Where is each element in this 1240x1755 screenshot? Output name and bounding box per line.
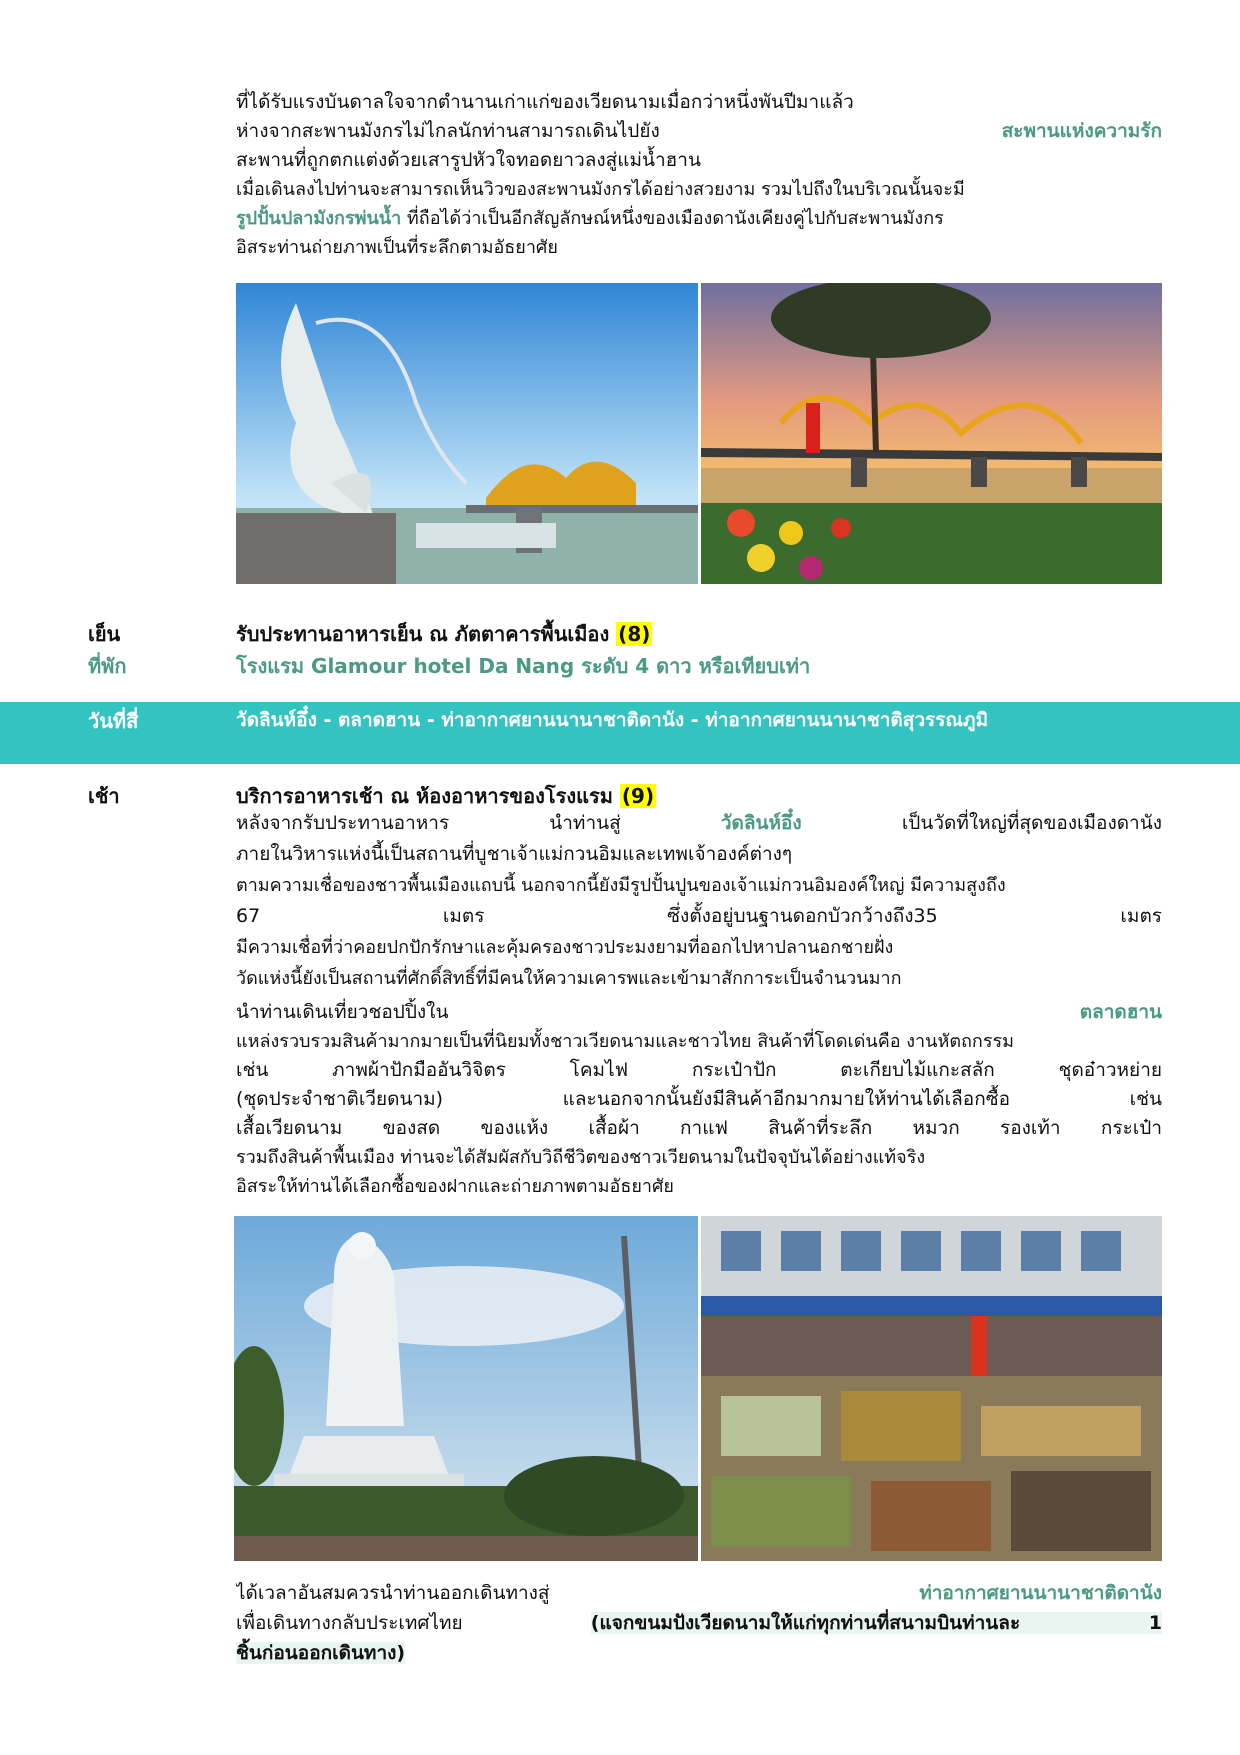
dragon-bridge-sunset-photo bbox=[701, 283, 1162, 584]
intro-paragraph bbox=[236, 88, 1162, 262]
hotel-text: โรงแรม Glamour hotel Da Nang ระดับ 4 ดาว หรือเทียบเท่า bbox=[236, 654, 811, 678]
departure-line-1 bbox=[236, 1578, 1162, 1608]
intro-line-4: เมื่อเดินลงไปท่านจะสามารถเห็นวิวของสะพานมังกรได้อย่างสวยงาม รวมไปถึงในบริเวณนั้นจะมี bbox=[236, 179, 965, 200]
intro-line-2 bbox=[236, 117, 1162, 146]
lady-buddha-statue-photo bbox=[234, 1216, 698, 1561]
departure-line-2-pre: เพื่อเดินทางกลับประเทศไทย bbox=[236, 1612, 463, 1634]
market-line-1-pre: นำท่านเดินเที่ยวชอปปิ้งใน bbox=[236, 1001, 449, 1023]
market-line-2: แหล่งรวบรวมสินค้ามากมายเป็นที่นิยมทั้งชาวเวียดนามและชาวไทย สินค้าที่โดดเด่นคือ งานหัตถกรรม bbox=[236, 1031, 1015, 1052]
meal-number-badge: (8) bbox=[618, 622, 651, 646]
intro-line-5-text: ที่ถือได้ว่าเป็นอีกสัญลักษณ์หนึ่งของเมืองดานังเคียงคู่ไปกับสะพานมังกร bbox=[401, 208, 944, 229]
market-line-7: อิสระให้ท่านได้เลือกซื้อของฝากและถ่ายภาพตามอัธยาศัย bbox=[236, 1176, 674, 1197]
day-title: วัดลินห์อึ๋ง - ตลาดฮาน - ท่าอากาศยานนานาชาติดานัง - ท่าอากาศยานนานาชาติสุวรรณภูมิ bbox=[236, 709, 989, 731]
market-paragraph bbox=[236, 998, 1162, 1201]
intro-line-6: อิสระท่านถ่ายภาพเป็นที่ระลึกตามอัธยาศัย bbox=[236, 237, 558, 258]
temple-line-3: ตามความเชื่อของชาวพื้นเมืองแถบนี้ นอกจากนี้ยังมีรูปปั้นปูนของเจ้าแม่กวนอิมองค์ใหญ่ มีความสูงถึง bbox=[236, 875, 1006, 896]
temple-line-1-post: เป็นวัดที่ใหญ่ที่สุดของเมืองดานัง bbox=[901, 812, 1162, 834]
departure-line-1-pre: ได้เวลาอันสมควรนำท่านออกเดินทางสู่ bbox=[236, 1582, 550, 1604]
dinner-description: รับประทานอาหารเย็น ณ ภัตตาคารพื้นเมือง bbox=[236, 622, 610, 646]
hotel-label: ที่พัก bbox=[88, 654, 127, 678]
meal-number-badge-2: (9) bbox=[621, 784, 655, 808]
linh-ung-highlight: วัดลินห์อึ๋ง bbox=[720, 812, 802, 834]
temple-line-6: วัดแห่งนี้ยังเป็นสถานที่ศักดิ์สิทธิ์ที่มีคนให้ความเคารพและเข้ามาสักการะเป็นจำนวนมาก bbox=[236, 968, 902, 989]
bread-gift-note-end: ชิ้นก่อนออกเดินทาง) bbox=[236, 1642, 406, 1664]
carp-dragon-highlight: รูปปั้นปลามังกรพ่นน้ำ bbox=[236, 208, 402, 229]
carp-dragon-statue-photo bbox=[236, 283, 698, 584]
market-line-4: (ชุดประจำชาติเวียดนาม) และนอกจากนั้นยังมีสินค้าอีกมากมายให้ท่านได้เลือกซื้อ เช่น bbox=[236, 1088, 1162, 1110]
market-line-1 bbox=[236, 998, 1162, 1027]
danang-airport-highlight: ท่าอากาศยานนานาชาติดานัง bbox=[919, 1582, 1162, 1604]
temple-line-5: มีความเชื่อที่ว่าคอยปกปักรักษาและคุ้มครองชาวประมงยามที่ออกไปหาปลานอกชายฝั่ง bbox=[236, 937, 894, 958]
bread-gift-note: (แจกขนมปังเวียดนามให้แก่ทุกท่านที่สนามบินท่านละ 1 bbox=[590, 1612, 1162, 1634]
temple-line-2: ภายในวิหารแห่งนี้เป็นสถานที่บูชาเจ้าแม่กวนอิมและเทพเจ้าองค์ต่างๆ bbox=[236, 843, 793, 865]
market-line-6: รวมถึงสินค้าพื้นเมือง ท่านจะได้สัมผัสกับวิถีชีวิตของชาวเวียดนามในปัจจุบันได้อย่างแท้จริง bbox=[236, 1147, 926, 1168]
day-label: วันที่สี่ bbox=[88, 709, 139, 733]
dinner-label: เย็น bbox=[88, 622, 121, 646]
love-bridge-highlight: สะพานแห่งความรัก bbox=[1001, 120, 1162, 142]
intro-line-3: สะพานที่ถูกตกแต่งด้วยเสารูปหัวใจทอดยาวลงสู่แม่น้ำฮาน bbox=[236, 149, 701, 171]
han-market-highlight: ตลาดฮาน bbox=[1079, 1001, 1162, 1023]
dinner-text bbox=[236, 618, 652, 650]
intro-line-1: ที่ได้รับแรงบันดาลใจจากตำนานเก่าแก่ของเวียดนามเมื่อกว่าหนึ่งพันปีมาแล้ว bbox=[236, 91, 854, 113]
intro-line-2-text: ห่างจากสะพานมังกรไม่ไกลนักท่านสามารถเดินไปยัง bbox=[236, 120, 660, 142]
temple-line-1-pre: หลังจากรับประทานอาหาร นำท่านสู่ bbox=[236, 812, 621, 834]
han-market-interior-photo bbox=[701, 1216, 1162, 1561]
market-line-3: เช่น ภาพผ้าปักมืออันวิจิตร โคมไฟ กระเป๋าปัก ตะเกียบไม้แกะสลัก ชุดอ๋าวหย่าย bbox=[236, 1059, 1162, 1081]
breakfast-description: บริการอาหารเช้า ณ ห้องอาหารของโรงแรม bbox=[236, 784, 613, 808]
market-line-5: เสื้อเวียดนาม ของสด ของแห้ง เสื้อผ้า กาแฟ สินค้าที่ระลึก หมวก รองเท้า กระเป๋า bbox=[236, 1117, 1162, 1139]
temple-line-4: 67 เมตร ซึ่งตั้งอยู่บนฐานดอกบัวกว้างถึง35 เมตร bbox=[236, 905, 1162, 927]
intro-line-5 bbox=[236, 204, 1162, 233]
breakfast-label: เช้า bbox=[88, 784, 120, 808]
departure-paragraph bbox=[236, 1578, 1162, 1668]
temple-paragraph bbox=[236, 808, 1162, 994]
departure-line-2 bbox=[236, 1608, 1162, 1638]
departure-line-3 bbox=[236, 1638, 1162, 1668]
temple-line-1 bbox=[236, 808, 1162, 839]
